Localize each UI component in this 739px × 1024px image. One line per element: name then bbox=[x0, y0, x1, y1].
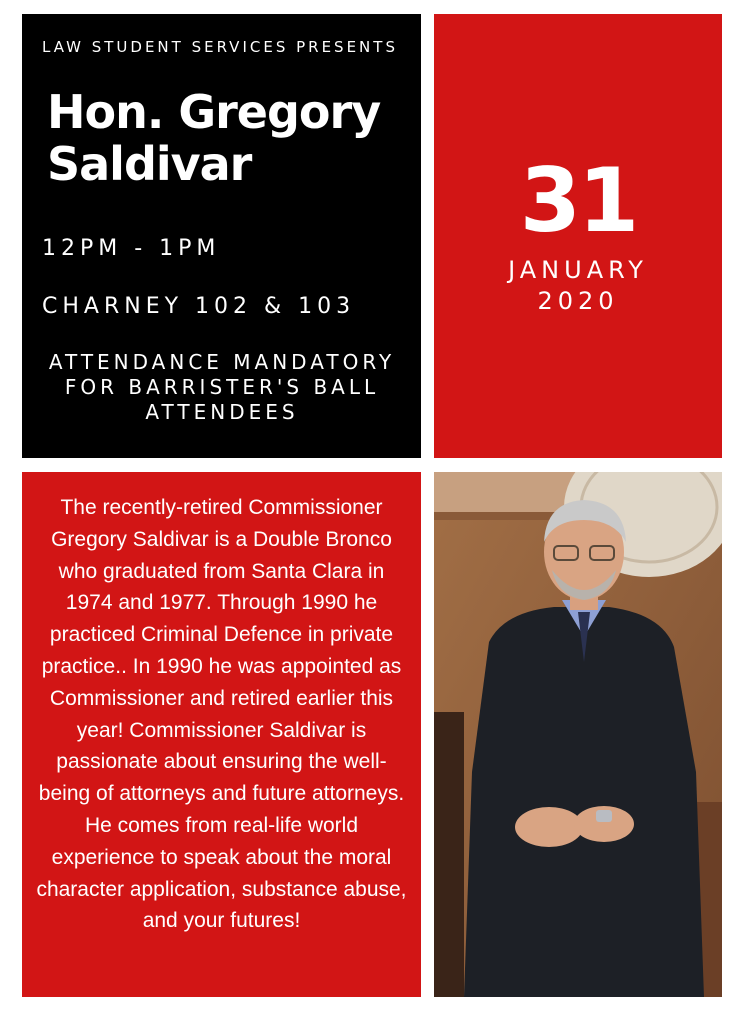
speaker-photo-illustration bbox=[434, 472, 722, 997]
speaker-name: Hon. Gregory Saldivar bbox=[47, 85, 381, 191]
bio-panel bbox=[22, 472, 421, 997]
event-info-panel bbox=[22, 14, 421, 458]
event-year: 2020 bbox=[537, 287, 619, 315]
wristwatch-icon bbox=[596, 810, 612, 822]
speaker-photo bbox=[434, 472, 722, 997]
event-month: JANUARY bbox=[508, 256, 648, 284]
attendance-notice: ATTENDANCE MANDATORY FOR BARRISTER'S BALL ATTENDEES bbox=[48, 350, 396, 424]
date-panel bbox=[434, 14, 722, 458]
event-location: CHARNEY 102 & 103 bbox=[42, 294, 356, 319]
presenter-line: LAW STUDENT SERVICES PRESENTS bbox=[42, 38, 398, 56]
speaker-bio: The recently-retired Commissioner Gregory Saldivar is a Double Bronco who graduated from Santa Clara in 1974 and 1977. Through 1990 he practiced Criminal Defence in private practice.. In 1990 he was appointed as Commissioner and retired earlier this year! Commissioner Saldivar is passionate about ensuring the well-being of attorneys and future attorneys. He comes from real-life world experience to speak about the moral character application, substance abuse, and your futures! bbox=[36, 496, 407, 933]
event-time: 12PM - 1PM bbox=[42, 236, 221, 261]
event-day: 31 bbox=[519, 149, 637, 252]
